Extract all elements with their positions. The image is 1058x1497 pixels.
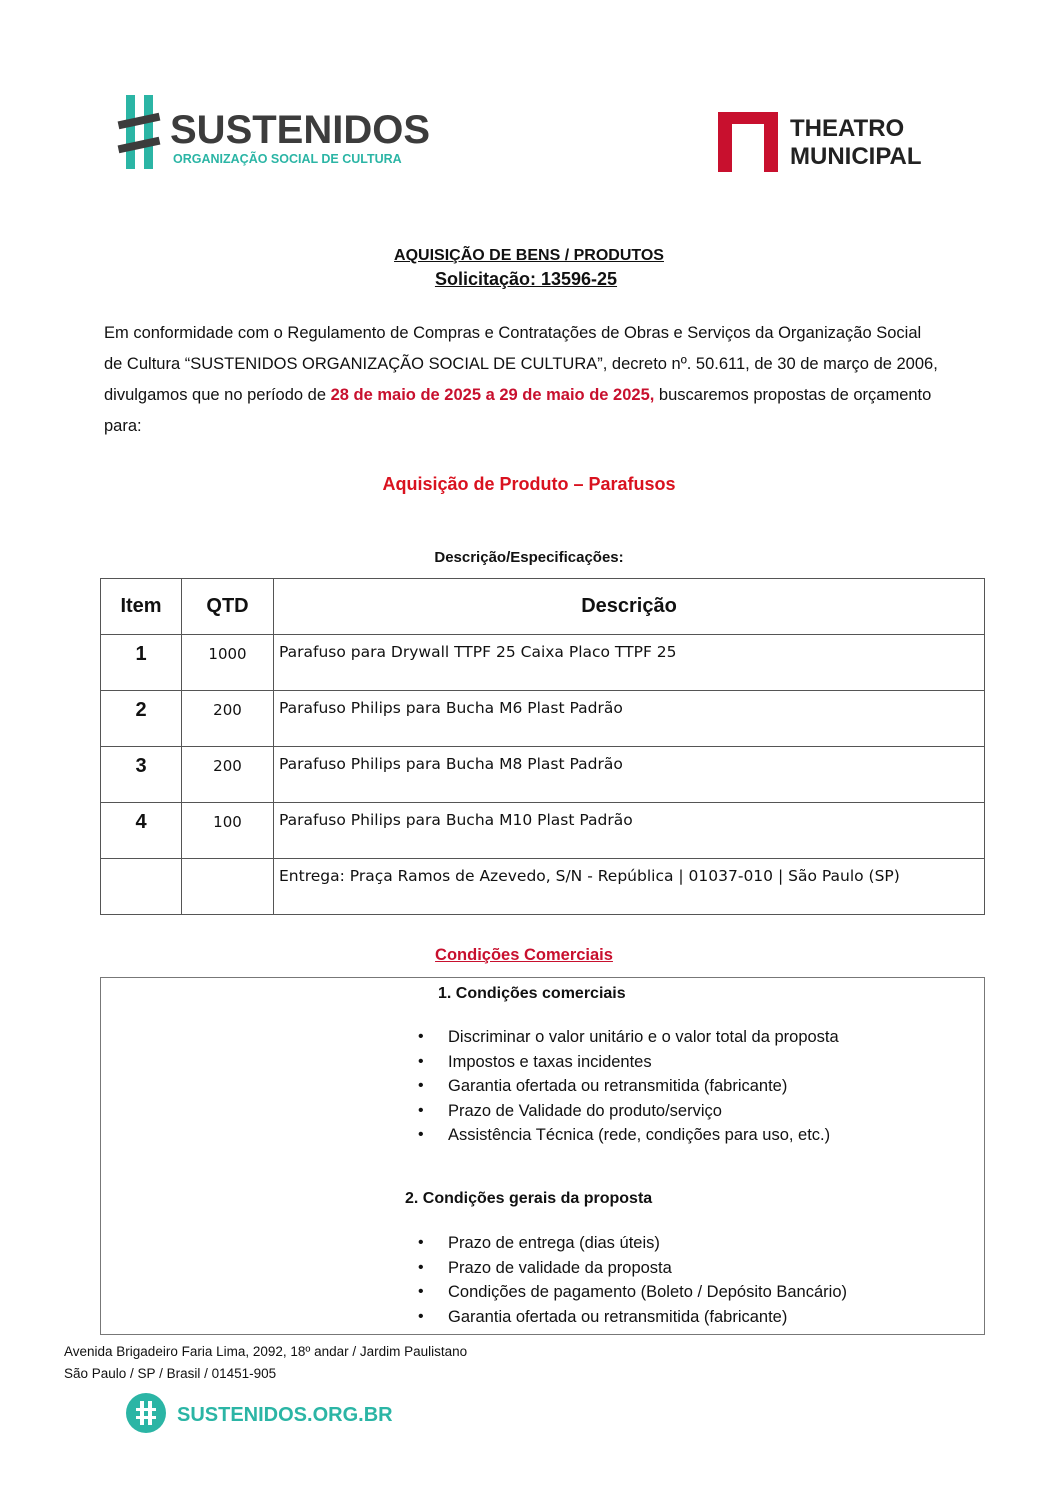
header-qtd: QTD: [182, 579, 274, 635]
table-header-row: [101, 579, 985, 635]
conditions-box: [100, 977, 985, 1335]
delivery-address: Entrega: Praça Ramos de Azevedo, S/N - República | 01037-010 | São Paulo (SP): [279, 867, 900, 885]
header-descricao: Descrição: [274, 579, 985, 635]
theatro-municipal-logo: [716, 110, 966, 174]
list-item: • Condições de pagamento (Boleto / Depósito Bancário): [418, 1280, 847, 1305]
footer-address-line2: São Paulo / SP / Brasil / 01451-905: [64, 1366, 277, 1381]
items-table: [100, 578, 985, 915]
footer-address-line1: Avenida Brigadeiro Faria Lima, 2092, 18º andar / Jardim Paulistano: [64, 1344, 468, 1359]
list-item: • Garantia ofertada ou retransmitida (fabricante): [418, 1074, 839, 1099]
item-number: 1: [135, 643, 147, 665]
intro-paragraph: Em conformidade com o Regulamento de Compras e Contratações de Obras e Serviços da Organização Social de Cultura “SUSTENIDOS ORGANIZAÇÃO SOCIAL DE CULTURA”, decreto nº. 50.611, de 30 de março de 2006, divulgamos que no período de 28 de maio de 2025 a 29 de maio de 2025, buscaremos propostas de orçamento para:: [104, 324, 938, 435]
table-row: [101, 691, 985, 747]
item-description: Parafuso Philips para Bucha M8 Plast Padrão: [279, 755, 623, 773]
item-qtd: 1000: [208, 645, 247, 663]
svg-text:MUNICIPAL: MUNICIPAL: [790, 143, 922, 170]
table-row: [101, 635, 985, 691]
list-item: • Prazo de validade da proposta: [418, 1256, 847, 1281]
section1-title: 1. Condições comerciais: [438, 985, 626, 1002]
list-item: • Discriminar o valor unitário e o valor total da proposta: [418, 1025, 839, 1050]
subject-heading: Aquisição de Produto – Parafusos: [382, 474, 676, 494]
table-row: [101, 803, 985, 859]
item-qtd: 200: [213, 757, 242, 775]
conditions-heading: Condições Comerciais: [435, 946, 613, 964]
footer-website-logo: [125, 1392, 393, 1434]
svg-text:SUSTENIDOS: SUSTENIDOS: [170, 108, 431, 152]
item-number: 4: [135, 811, 147, 833]
section1-list: [418, 1025, 839, 1148]
item-qtd: 200: [213, 701, 242, 719]
item-number: 3: [135, 755, 147, 777]
header-item: Item: [101, 579, 182, 635]
list-item: • Impostos e taxas incidentes: [418, 1050, 839, 1075]
svg-text:SUSTENIDOS.ORG.BR: SUSTENIDOS.ORG.BR: [177, 1404, 393, 1426]
request-number: Solicitação: 13596-25: [434, 269, 618, 289]
svg-text:ORGANIZAÇÃO SOCIAL DE CULTURA: ORGANIZAÇÃO SOCIAL DE CULTURA: [173, 152, 402, 166]
item-qtd: 100: [213, 813, 242, 831]
list-item: • Garantia ofertada ou retransmitida (fabricante): [418, 1305, 847, 1330]
document-title: AQUISIÇÃO DE BENS / PRODUTOS: [394, 247, 664, 264]
section2-list: [418, 1231, 847, 1329]
list-item: • Assistência Técnica (rede, condições para uso, etc.): [418, 1123, 839, 1148]
svg-text:THEATRO: THEATRO: [790, 115, 905, 142]
sustenidos-logo: [118, 95, 431, 175]
list-item: • Prazo de entrega (dias úteis): [418, 1231, 847, 1256]
item-description: Parafuso Philips para Bucha M6 Plast Padrão: [279, 699, 623, 717]
section2-title: 2. Condições gerais da proposta: [405, 1190, 653, 1207]
period-highlight: 28 de maio de 2025 a 29 de maio de 2025,: [330, 386, 655, 404]
list-item: • Prazo de Validade do produto/serviço: [418, 1099, 839, 1124]
spec-heading: Descrição/Especificações:: [434, 549, 624, 566]
item-description: Parafuso Philips para Bucha M10 Plast Padrão: [279, 811, 633, 829]
item-description: Parafuso para Drywall TTPF 25 Caixa Placo TTPF 25: [279, 643, 677, 661]
table-row: [101, 747, 985, 803]
item-number: 2: [135, 699, 147, 721]
delivery-row: [101, 859, 985, 915]
